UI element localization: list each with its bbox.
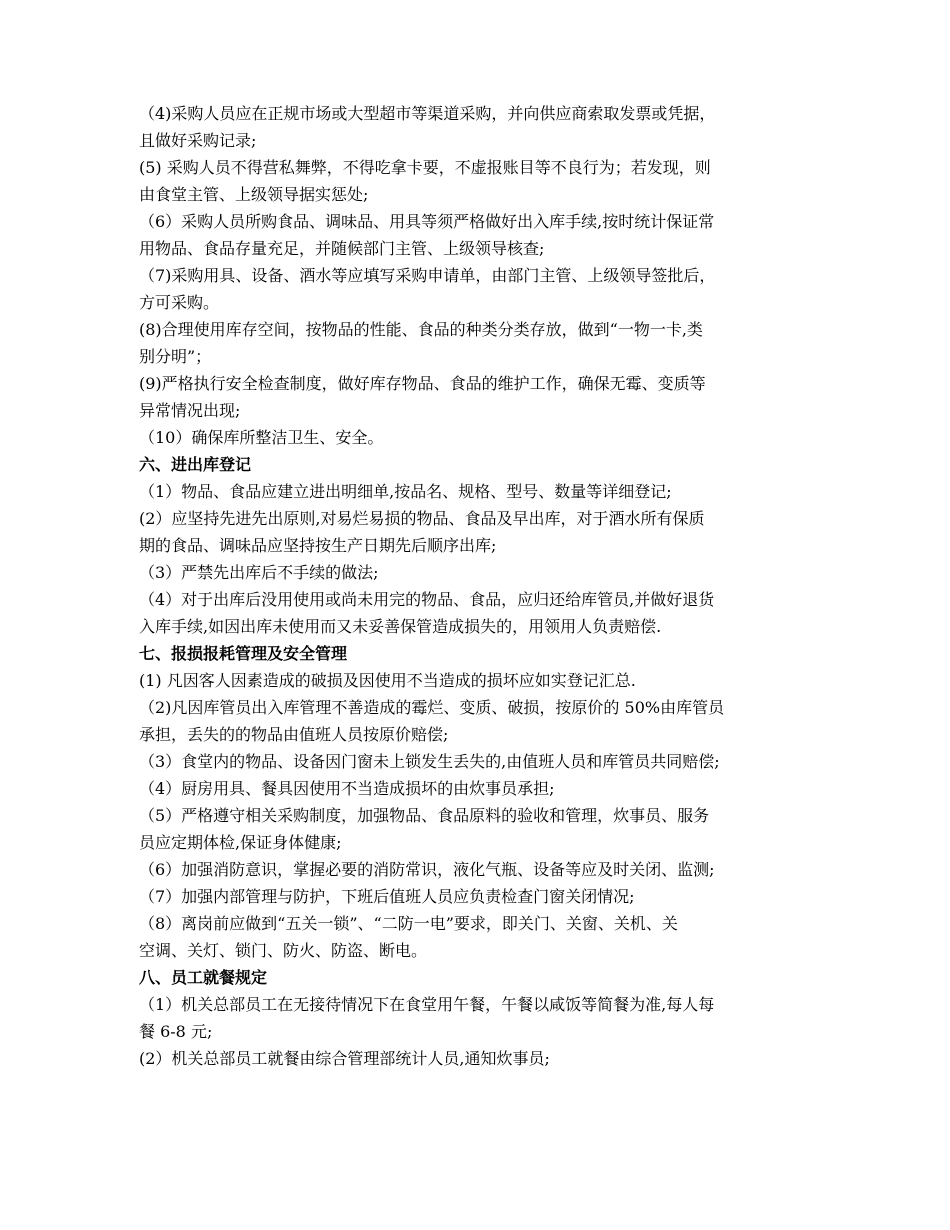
text-line: (2）机关总部员工就餐由综合管理部统计人员,通知炊事员; xyxy=(139,1049,550,1068)
text-line: （5）严格遵守相关采购制度，加强物品、食品原料的验收和管理，炊事员、服务 xyxy=(139,806,710,825)
text-line: (5) 采购人员不得营私舞弊，不得吃拿卡要，不虚报账目等不良行为；若发现，则 xyxy=(139,158,711,177)
text-line: 空调、关灯、锁门、防火、防盗、断电。 xyxy=(139,941,428,960)
text-line: （1）物品、食品应建立进出明细单,按品名、规格、型号、数量等详细登记; xyxy=(139,482,672,501)
text-line: （3）严禁先出库后不手续的做法; xyxy=(139,563,379,582)
text-line: （4）对于出库后没用使用或尚未用完的物品、食品，应归还给库管员,并做好退货 xyxy=(139,590,715,609)
text-line: （8）离岗前应做到“五关一锁”、“二防一电”要求，即关门、关窗、关机、关 xyxy=(139,914,678,933)
text-line: 由食堂主管、上级领导据实惩处; xyxy=(139,185,369,204)
text-line: （4）厨房用具、餐具因使用不当造成损坏的由炊事员承担; xyxy=(139,779,555,798)
text-line: 餐 6-8 元; xyxy=(139,1022,213,1041)
text-line: （7）加强内部管理与防护，下班后值班人员应负责检查门窗关闭情况; xyxy=(139,887,635,906)
text-line: 且做好采购记录; xyxy=(139,131,257,150)
text-line: 别分明”； xyxy=(139,347,212,366)
text-line: 用物品、食品存量充足，并随候部门主管、上级领导核查; xyxy=(139,239,545,258)
section-heading: 六、进出库登记 xyxy=(139,455,252,474)
text-line: (1) 凡因客人因素造成的破损及因使用不当造成的损坏应如实登记汇总. xyxy=(139,671,636,690)
text-line: （3）食堂内的物品、设备因门窗未上锁发生丢失的,由值班人员和库管员共同赔偿; xyxy=(139,752,720,771)
text-line: （10）确保库所整洁卫生、安全。 xyxy=(139,428,384,447)
text-line: 承担，丢失的的物品由值班人员按原价赔偿; xyxy=(139,725,449,744)
text-line: （7)采购用具、设备、酒水等应填写采购申请单，由部门主管、上级领导签批后， xyxy=(139,266,716,285)
document-body xyxy=(139,100,819,1072)
text-line: （4)采购人员应在正规市场或大型超市等渠道采购，并向供应商索取发票或凭据， xyxy=(139,104,716,123)
section-heading: 八、员工就餐规定 xyxy=(139,968,268,987)
text-line: 入库手续,如因出库未使用而又未妥善保管造成损失的，用领用人负责赔偿. xyxy=(139,617,662,636)
text-line: （6）加强消防意识，掌握必要的消防常识，液化气瓶、设备等应及时关闭、监测; xyxy=(139,860,715,879)
text-line: （2)凡因库管员出入库管理不善造成的霉烂、变质、破损，按原价的 50%由库管员 xyxy=(139,698,725,717)
text-line: 期的食品、调味品应坚持按生产日期先后顺序出库; xyxy=(139,536,497,555)
text-line: （1）机关总部员工在无接待情况下在食堂用午餐，午餐以咸饭等简餐为准,每人每 xyxy=(139,995,715,1014)
text-line: 员应定期体检,保证身体健康; xyxy=(139,833,342,852)
section-heading: 七、报损报耗管理及安全管理 xyxy=(139,644,348,663)
text-line: 异常情况出现; xyxy=(139,401,241,420)
text-line: (8)合理使用库存空间，按物品的性能、食品的种类分类存放，做到“一物一卡,类 xyxy=(139,320,703,339)
text-line: (2）应坚持先进先出原则,对易烂易损的物品、食品及早出库，对于酒水所有保质 xyxy=(139,509,705,528)
text-line: 方可采购。 xyxy=(139,293,220,312)
text-line: （6）采购人员所购食品、调味品、用具等须严格做好出入库手续,按时统计保证常 xyxy=(139,212,715,231)
text-line: (9)严格执行安全检查制度，做好库存物品、食品的维护工作，确保无霉、变质等 xyxy=(139,374,706,393)
